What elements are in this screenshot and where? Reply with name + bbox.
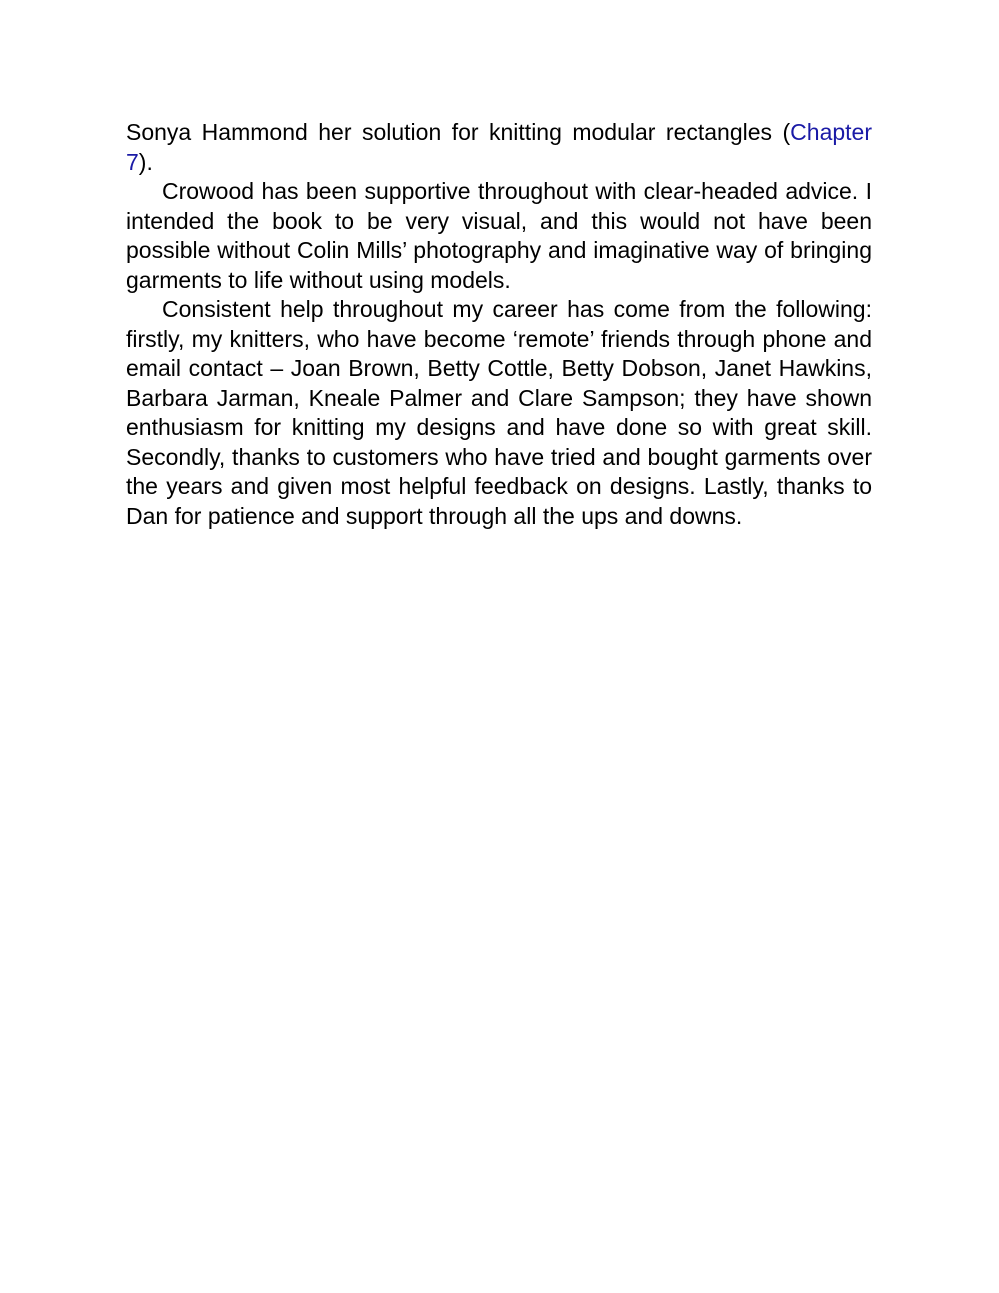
paragraph-1-text-end: ). bbox=[138, 148, 153, 175]
paragraph-2: Crowood has been supportive throughout with clear-headed advice. I intended the book to be very visual, and this would not have been possible without Colin Mills’ photography and imaginative way of bringing garments to life without using models. bbox=[126, 178, 872, 293]
paragraph-1-text: Sonya Hammond her solution for knitting modular rectangles ( bbox=[126, 119, 791, 145]
chapter-7-link[interactable]: Chapter 7 bbox=[126, 119, 872, 175]
body-text bbox=[126, 118, 872, 531]
paragraph-1 bbox=[126, 118, 872, 177]
paragraph-3: Consistent help throughout my career has come from the following: firstly, my knitters, who have become ‘remote’ friends through phone and email contact – Joan Brown, Betty Cottle, Betty Dobson, Janet Hawkins, Barbara Jarman, Kneale Palmer and Clare Sampson; they have shown enthusiasm for knitting my designs and have done so with great skill. Secondly, thanks to customers who have tried and bought garments over the years and given most helpful feedback on designs. Lastly, thanks to Dan for patience and support through all the ups and downs. bbox=[126, 296, 872, 529]
